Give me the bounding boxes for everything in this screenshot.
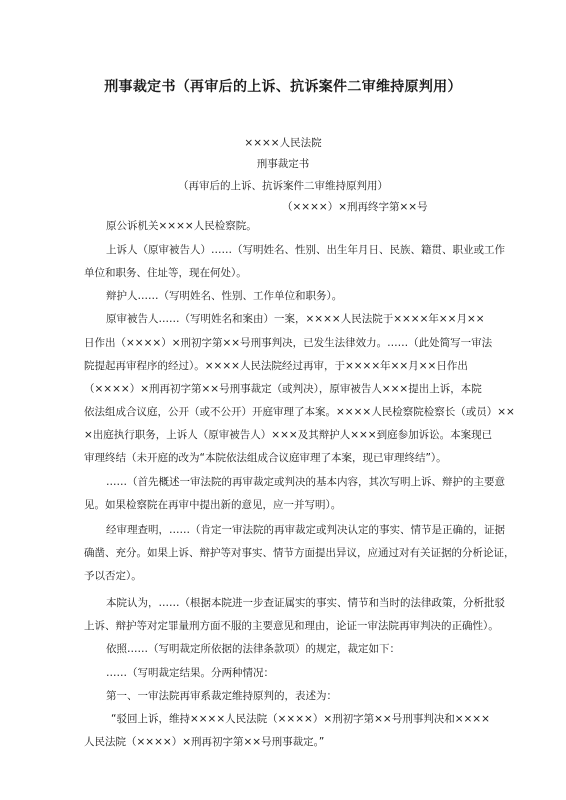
body-line: 依法组成合议庭，公开（或不公开）开庭审理了本案。××××人民检察院检察长（或员）××: [84, 406, 515, 418]
body-line: ……（写明裁定结果。分两种情况：: [106, 667, 274, 679]
body-line: 单位和职务、住址等，现在何处）。: [84, 267, 247, 279]
body-line: 院提起再审程序的经过）。××××人民法院经过再审，于××××年××月××日作出: [84, 360, 468, 372]
body-line: 上诉人（原审被告人）……（写明姓名、性别、出生年月日、民族、籍贯、职业或工作: [106, 244, 505, 256]
body-line: “驳回上诉，维持××××人民法院（××××）×刑初字第××号刑事判决和××××: [111, 713, 490, 725]
body-line: ×出庭执行职务，上诉人（原审被告人）×××及其辩护人×××到庭参加诉讼。本案现已: [84, 429, 493, 441]
body-line: 本院认为，……（根据本院进一步查证属实的事实、情节和当时的法律政策，分析批驳: [106, 597, 505, 609]
body-line: 经审理查明，……（肯定一审法院的再审裁定或判决认定的事实、情节是正确的，证据: [106, 524, 505, 536]
body-line: 人民法院（××××）×刑再初字第××号刑事裁定。”: [84, 736, 325, 748]
body-line: 辩护人……（写明姓名、性别、工作单位和职务）。: [106, 290, 343, 302]
court-name: ××××人民法院: [244, 137, 322, 149]
body-line: 原公诉机关××××人民检察院。: [106, 220, 257, 232]
document-subtitle: （再审后的上诉、抗诉案件二审维持原判用）: [178, 180, 388, 192]
body-line: 确凿、充分。如果上诉、辩护等对事实、情节方面提出异议，应通过对有关证据的分析论证，: [84, 547, 515, 559]
body-line: 日作出（××××）×刑初字第××号刑事判决，已发生法律效力。……（此处简写一审法: [84, 337, 493, 349]
body-line: 原审被告人……（写明姓名和案由）一案，××××人民法院于××××年××月××: [106, 313, 485, 325]
body-line: （××××）×刑再初字第××号刑事裁定（或判决），原审被告人×××提出上诉，本院: [84, 383, 482, 395]
body-line: 见。如果检察院在再审中提出新的意见，应一并写明）。: [84, 499, 342, 511]
body-line: ……（首先概述一审法院的再审裁定或判决的基本内容，其次写明上诉、辩护的主要意: [106, 476, 505, 488]
body-line: 审理终结（未开庭的改为“本院依法组成合议庭审理了本案，现已审理终结”）。: [84, 452, 447, 464]
case-number: （××××）×刑再终字第××号: [282, 201, 428, 213]
document-type: 刑事裁定书: [256, 158, 310, 170]
body-line: 上诉、辩护等对定罪量刑方面不服的主要意见和理由，论证一审法院再审判决的正确性）。: [84, 620, 499, 632]
document-main-title: 刑事裁定书（再审后的上诉、抗诉案件二审维持原判用）: [104, 79, 462, 95]
body-line: 予以否定）。: [84, 570, 142, 582]
body-line: 依照……（写明裁定所依据的法律条款项）的规定，裁定如下：: [106, 643, 400, 655]
body-line: 第一、一审法院再审系裁定维持原判的，表述为：: [106, 690, 337, 702]
